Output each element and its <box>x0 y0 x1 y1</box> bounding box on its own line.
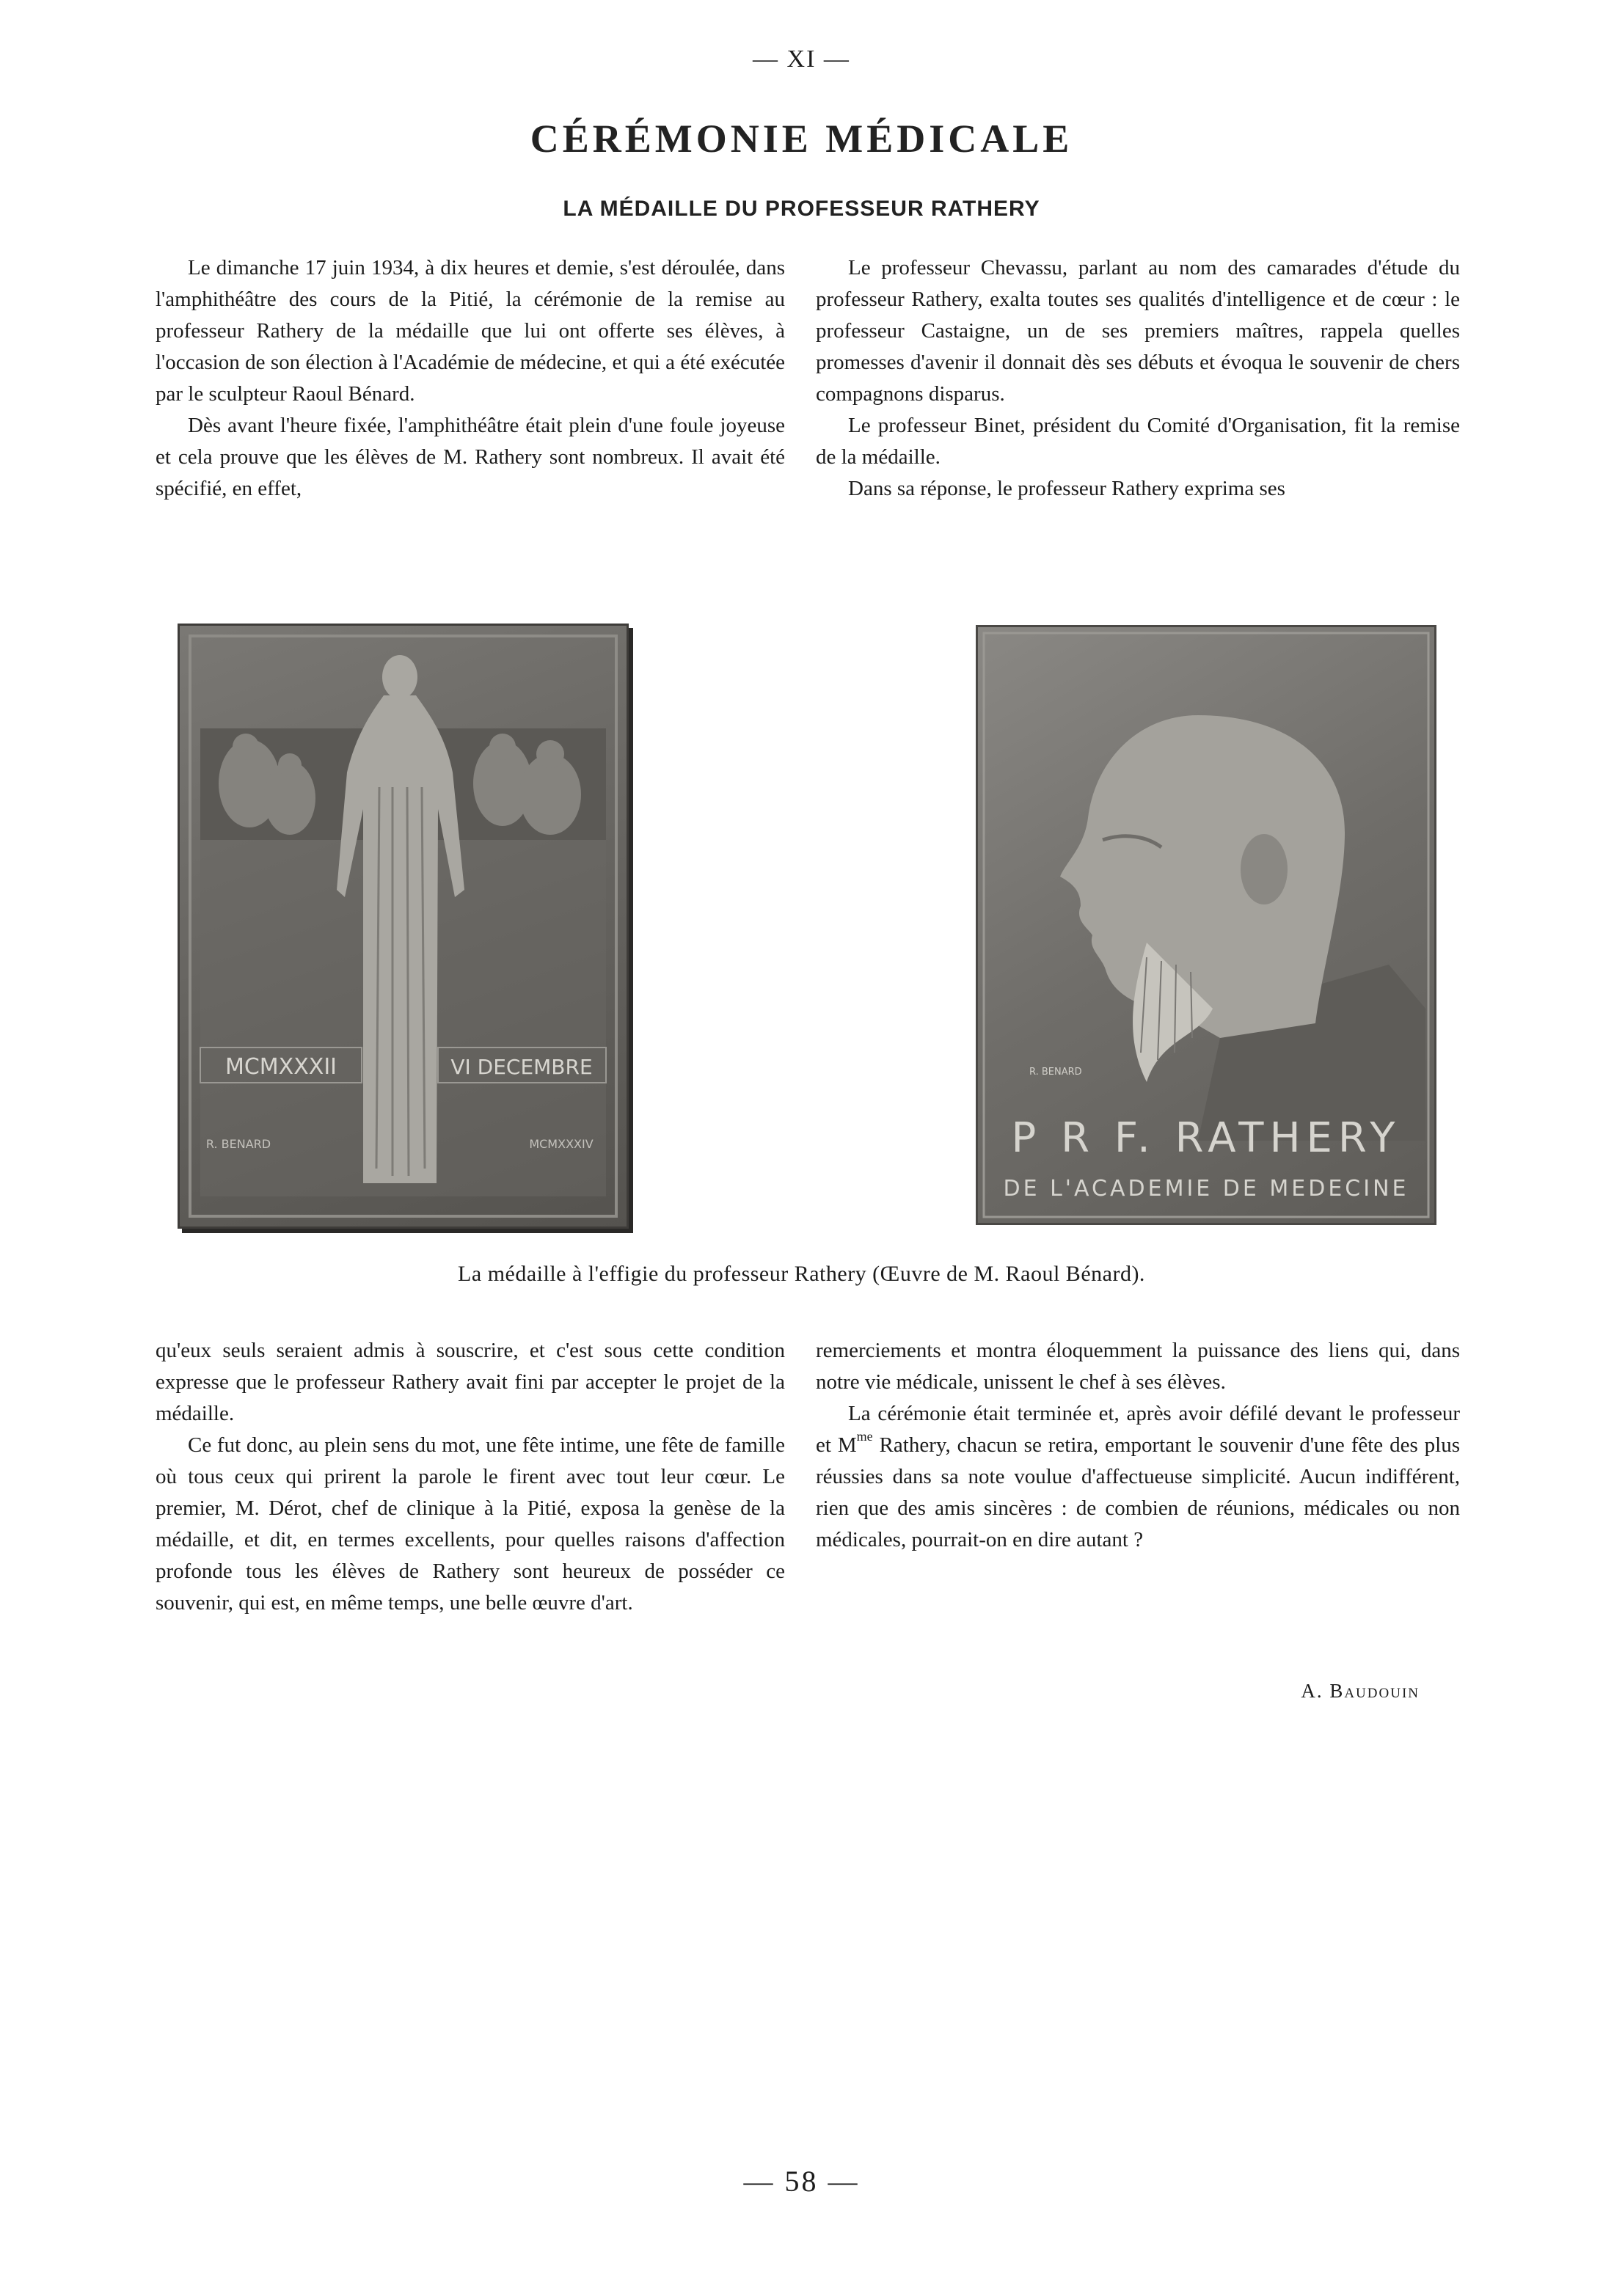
article-column-left-bottom <box>156 1335 785 1619</box>
paragraph: Le professeur Chevassu, parlant au nom des camarades d'étude du professeur Rathery, exalta toutes ses qualités d'intelligence et de cœur : le professeur Castaigne, un de ses premiers maîtres, rappela quelles promesses d'avenir il donnait dès ses débuts et évoqua le souvenir de chers compagnons disparus. <box>816 256 1460 406</box>
article-column-left-top <box>156 252 785 505</box>
paragraph: Dans sa réponse, le professeur Rathery exprima ses <box>848 477 1285 500</box>
paragraph-text: Rathery, chacun se retira, emportant le souvenir d'une fête des plus réussies dans sa note voulue d'affectueuse simplicité. Aucun indifférent, rien que des amis sincères : de combien de réunions, médicales ou non médicales, pourrait-on en dire autant ? <box>816 1433 1460 1551</box>
allegorical-figure-relief <box>180 626 627 1226</box>
paragraph: Dès avant l'heure fixée, l'amphithéâtre était plein d'une foule joyeuse et cela prouve que les élèves de M. Rathery sont nombreux. Il avait été spécifié, en effet, <box>156 414 785 500</box>
paragraph: remerciements et montra éloquemment la puissance des liens qui, dans notre vie médicale, unissent le chef à ses élèves. <box>816 1339 1460 1394</box>
rathery-profile-portrait <box>978 627 1434 1223</box>
article-column-right-bottom <box>816 1335 1460 1556</box>
paragraph: Le professeur Binet, président du Comité d'Organisation, fit la remise de la médaille. <box>816 414 1460 469</box>
medal-inscription-date: MCMXXXII <box>224 1054 337 1080</box>
paragraph: Ce fut donc, au plein sens du mot, une fête intime, une fête de famille où tous ceux qui prirent la parole le firent avec tout leur cœur. Le premier, M. Dérot, chef de clinique à la Pitié, exposa la genèse de la médaille, et dit, en termes excellents, pour quelles raisons d'affection profonde tous les élèves de Rathery sont heureux de posséder ce souvenir, qui est, en même temps, une belle œuvre d'art. <box>156 1433 785 1615</box>
portrait-artist-signature: R. BENARD <box>1029 1067 1082 1078</box>
page-number: — 58 — <box>743 2165 860 2198</box>
superscript-abbrev: me <box>856 1429 873 1444</box>
figure-caption: La médaille à l'effigie du professeur Rathery (Œuvre de M. Raoul Bénard). <box>458 1262 1145 1286</box>
medal-inscription-month: VI DECEMBRE <box>450 1055 593 1079</box>
page-title: CÉRÉMONIE MÉDICALE <box>530 117 1073 161</box>
section-marker: — XI — <box>753 45 850 73</box>
article-column-right-top <box>816 252 1460 505</box>
paragraph: Le dimanche 17 juin 1934, à dix heures et demie, s'est déroulée, dans l'amphithéâtre des cours de la Pitié, la cérémonie de la remise au professeur Rathery de la médaille que lui ont offerte ses élèves, à l'occasion de son élection à l'Académie de médecine, et qui a été exécutée par le sculpteur Raoul Bénard. <box>156 256 785 406</box>
page-subtitle: LA MÉDAILLE DU PROFESSEUR RATHERY <box>563 197 1040 221</box>
author-signature <box>1301 1680 1420 1703</box>
paragraph: qu'eux seuls seraient admis à souscrire, et c'est sous cette condition expresse que le professeur Rathery avait fini par accepter le projet de la médaille. <box>156 1339 785 1425</box>
paragraph-text: La cérémonie était terminée et, après avoir défilé devant le professeur et M <box>816 1402 1460 1457</box>
medal-artist-signature: R. BENARD <box>205 1137 271 1151</box>
medal-obverse-image <box>976 625 1436 1225</box>
medal-year-signature: MCMXXXIV <box>529 1137 594 1151</box>
author-name: Baudouin <box>1329 1680 1420 1702</box>
author-initial: A. <box>1301 1680 1323 1702</box>
medal-name-inscription: P R F. RATHERY <box>1011 1114 1401 1162</box>
paragraph <box>816 1398 1460 1556</box>
medal-academy-inscription: DE L'ACADEMIE DE MEDECINE <box>1003 1176 1409 1202</box>
medal-reverse-image <box>178 624 629 1229</box>
